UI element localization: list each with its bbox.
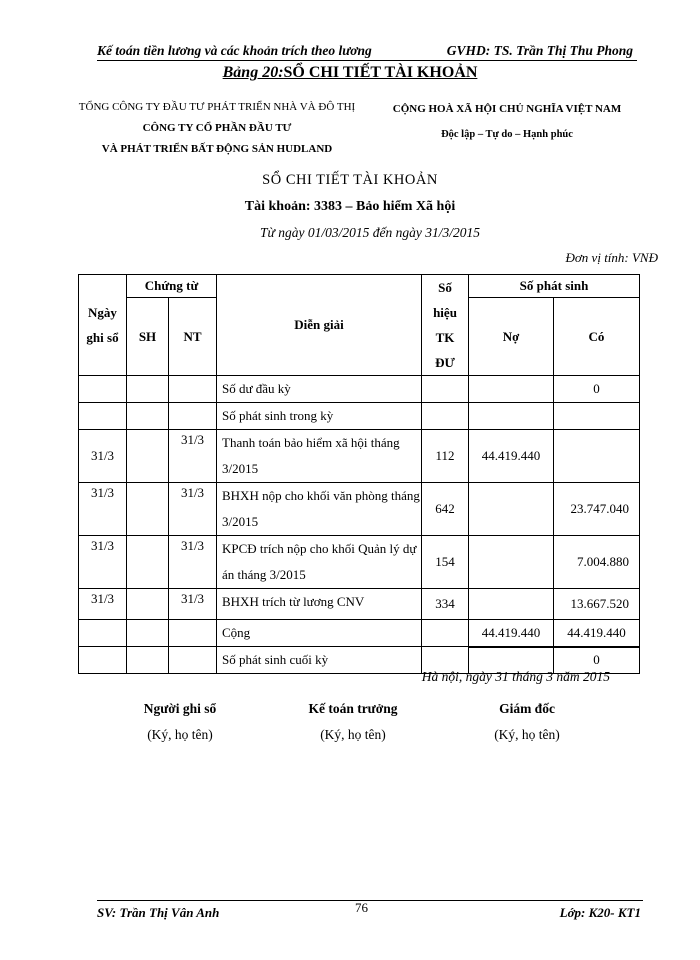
row-date: 31/3 — [79, 536, 127, 589]
row-sh — [127, 536, 169, 589]
table-row-period — [79, 403, 640, 430]
running-header — [97, 40, 637, 61]
company-parent: TỔNG CÔNG TY ĐẦU TƯ PHÁT TRIỂN NHÀ VÀ ĐÔ THỊ — [78, 101, 356, 113]
col-voucher-header: Chứng từ — [127, 275, 217, 298]
period-line: Từ ngày 01/03/2015 đến ngày 31/3/2015 — [260, 225, 480, 240]
row-desc: Thanh toán bảo hiểm xã hội tháng 3/2015 — [217, 430, 422, 483]
row-debit — [469, 536, 554, 589]
nation-name: CỘNG HOÀ XÃ HỘI CHỦ NGHĨA VIỆT NAM — [392, 103, 622, 115]
row-sh — [127, 483, 169, 536]
col-nt-header: NT — [169, 298, 217, 376]
col-desc-header: Diễn giải — [217, 275, 422, 376]
row-nt: 31/3 — [169, 589, 217, 620]
signature-date: Hà nội, ngày 31 tháng 3 năm 2015 — [421, 669, 610, 684]
row-credit: 13.667.520 — [554, 589, 640, 620]
header-course-title: Kế toán tiền lương và các khoản trích theo lương — [97, 43, 372, 58]
row-nt: 31/3 — [169, 483, 217, 536]
row-desc: Số phát sinh trong kỳ — [217, 403, 422, 430]
national-motto-block — [382, 97, 632, 147]
ledger-table — [78, 274, 640, 674]
row-sh — [127, 589, 169, 620]
company-name: CÔNG TY CỔ PHẦN ĐẦU TƯ — [142, 122, 292, 134]
signature-preparer — [100, 696, 260, 748]
col-date-header: Ngày ghi sổ — [79, 275, 127, 376]
row-date: 31/3 — [79, 430, 127, 483]
col-amount-header: Số phát sinh — [469, 275, 640, 298]
col-debit-header: Nợ — [469, 298, 554, 376]
header-supervisor: GVHD: TS. Trần Thị Thu Phong — [446, 43, 633, 58]
signature-chief-accountant — [273, 696, 433, 748]
company-block — [72, 97, 362, 160]
row-credit: 7.004.880 — [554, 536, 640, 589]
row-debit — [469, 589, 554, 620]
running-footer — [97, 900, 643, 921]
row-date: 31/3 — [79, 483, 127, 536]
table-title — [0, 64, 700, 82]
table-row-total — [79, 620, 640, 647]
row-desc: KPCĐ trích nộp cho khối Quản lý dự án tháng 3/2015 — [217, 536, 422, 589]
table-row — [79, 589, 640, 620]
signature-note: (Ký, họ tên) — [147, 727, 213, 742]
row-desc: Số dư đầu kỳ — [217, 376, 422, 403]
row-nt: 31/3 — [169, 430, 217, 483]
row-debit: 44.419.440 — [469, 430, 554, 483]
table-row-opening — [79, 376, 640, 403]
row-desc: BHXH nộp cho khối văn phòng tháng 3/2015 — [217, 483, 422, 536]
signature-role: Người ghi sổ — [143, 701, 217, 716]
row-account: 154 — [422, 536, 469, 589]
row-credit: 23.747.040 — [554, 483, 640, 536]
signature-role: Kế toán trưởng — [308, 701, 398, 716]
company-name-cont: VÀ PHÁT TRIỂN BẤT ĐỘNG SẢN HUDLAND — [101, 143, 333, 155]
table-number: Bảng 20: — [222, 64, 284, 81]
row-desc: Số phát sinh cuối kỳ — [217, 647, 422, 674]
page-number: 76 — [355, 900, 368, 915]
row-credit: 0 — [554, 647, 640, 674]
row-account: 112 — [422, 430, 469, 483]
row-desc: BHXH trích từ lương CNV — [217, 589, 422, 620]
row-desc: Cộng — [217, 620, 422, 647]
row-date: 31/3 — [79, 589, 127, 620]
row-debit: 44.419.440 — [469, 620, 554, 647]
col-sh-header: SH — [127, 298, 169, 376]
account-line: Tài khoản: 3383 – Bảo hiểm Xã hội — [244, 199, 456, 214]
book-title: SỔ CHI TIẾT TÀI KHOẢN — [262, 172, 438, 188]
nation-motto: Độc lập – Tự do – Hạnh phúc — [441, 129, 573, 140]
col-account-header: Số hiệu TK ĐƯ — [422, 275, 469, 376]
row-nt: 31/3 — [169, 536, 217, 589]
row-credit: 44.419.440 — [554, 620, 640, 647]
currency-unit: Đơn vị tính: VNĐ — [565, 250, 658, 265]
row-sh — [127, 430, 169, 483]
table-row — [79, 430, 640, 483]
signature-director — [447, 696, 607, 748]
signature-role: Giám đốc — [499, 701, 555, 716]
table-title-text: SỔ CHI TIẾT TÀI KHOẢN — [283, 64, 478, 81]
row-account: 334 — [422, 589, 469, 620]
signature-note: (Ký, họ tên) — [320, 727, 386, 742]
footer-student: SV: Trần Thị Vân Anh — [97, 905, 220, 920]
row-debit — [469, 483, 554, 536]
col-credit-header: Có — [554, 298, 640, 376]
row-credit — [554, 430, 640, 483]
table-row — [79, 536, 640, 589]
row-credit: 0 — [554, 376, 640, 403]
table-row — [79, 483, 640, 536]
footer-class: Lớp: K20- KT1 — [559, 905, 641, 920]
signature-note: (Ký, họ tên) — [494, 727, 560, 742]
row-account: 642 — [422, 483, 469, 536]
